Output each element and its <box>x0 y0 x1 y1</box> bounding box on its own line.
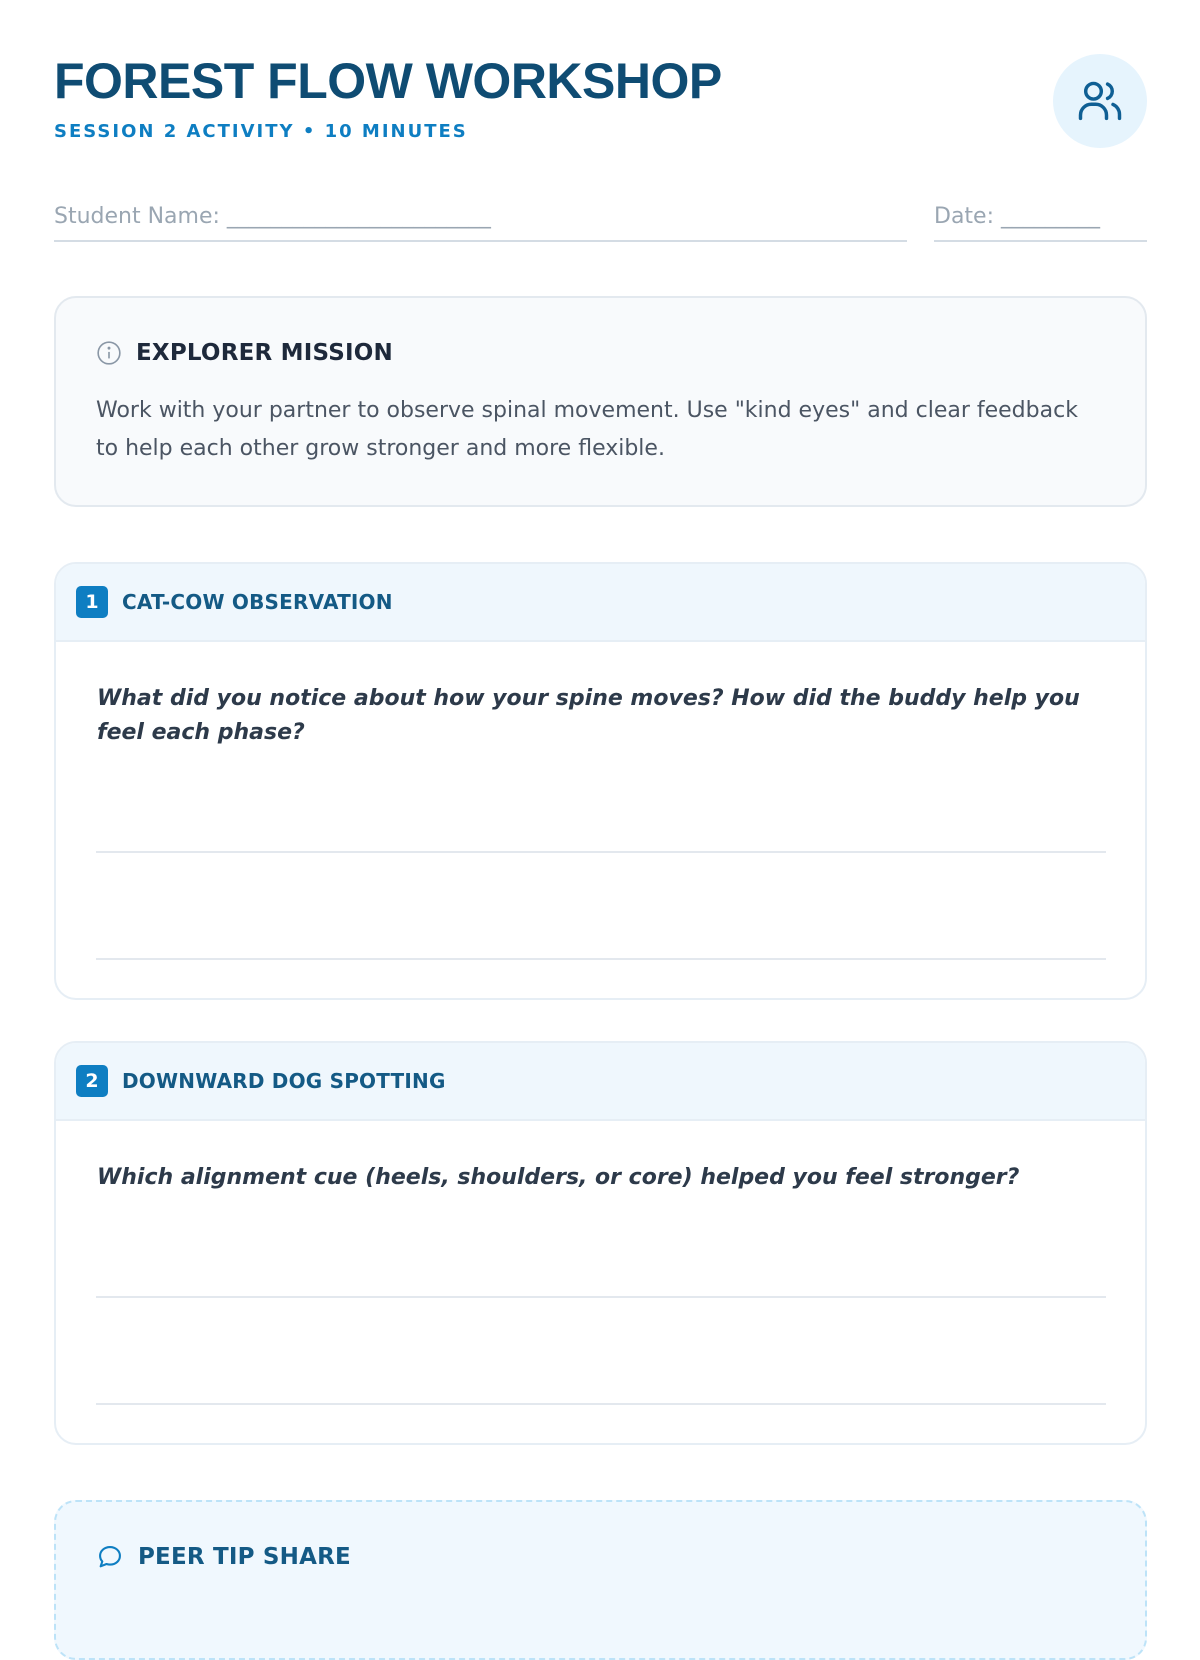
mission-header <box>96 338 1105 368</box>
activity-header <box>56 564 1145 642</box>
info-icon <box>96 340 122 366</box>
activity-title: DOWNWARD DOG SPOTTING <box>122 1069 446 1093</box>
users-icon <box>1074 75 1126 127</box>
mission-text: Work with your partner to observe spinal movement. Use "kind eyes" and clear feedback to help each other grow stronger and more flexible. <box>96 398 1078 461</box>
avatar <box>1053 54 1147 148</box>
date-field[interactable]: Date: _________ <box>934 200 1147 242</box>
student-info-fields <box>54 200 1147 242</box>
peer-tip-box <box>54 1500 1147 1660</box>
activity-card-cat-cow <box>54 562 1147 1000</box>
activity-header <box>56 1043 1145 1121</box>
activity-title: CAT-COW OBSERVATION <box>122 590 393 614</box>
answer-line[interactable] <box>96 1296 1106 1298</box>
answer-line[interactable] <box>96 958 1106 960</box>
student-name-field[interactable]: Student Name: ________________________ <box>54 200 907 242</box>
answer-line[interactable] <box>96 851 1106 853</box>
activity-question: Which alignment cue (heels, shoulders, or core) helped you feel stronger? <box>97 1165 1020 1190</box>
mission-title: EXPLORER MISSION <box>136 340 393 366</box>
session-subtitle: SESSION 2 ACTIVITY • 10 MINUTES <box>54 121 468 142</box>
chat-bubble-icon <box>96 1543 124 1571</box>
answer-line[interactable] <box>96 1403 1106 1405</box>
worksheet-page <box>54 0 1147 1570</box>
activity-question: What did you notice about how your spine moves? How did the buddy help you feel each phase? <box>97 686 1080 745</box>
activity-number-badge: 2 <box>76 1065 108 1097</box>
activity-number-badge: 1 <box>76 586 108 618</box>
page-title: FOREST FLOW WORKSHOP <box>54 53 722 109</box>
peer-tip-title: PEER TIP SHARE <box>138 1544 351 1570</box>
explorer-mission-box <box>54 296 1147 507</box>
activity-card-downward-dog <box>54 1041 1147 1445</box>
peer-tip-header <box>96 1542 1105 1572</box>
header <box>54 0 1147 160</box>
